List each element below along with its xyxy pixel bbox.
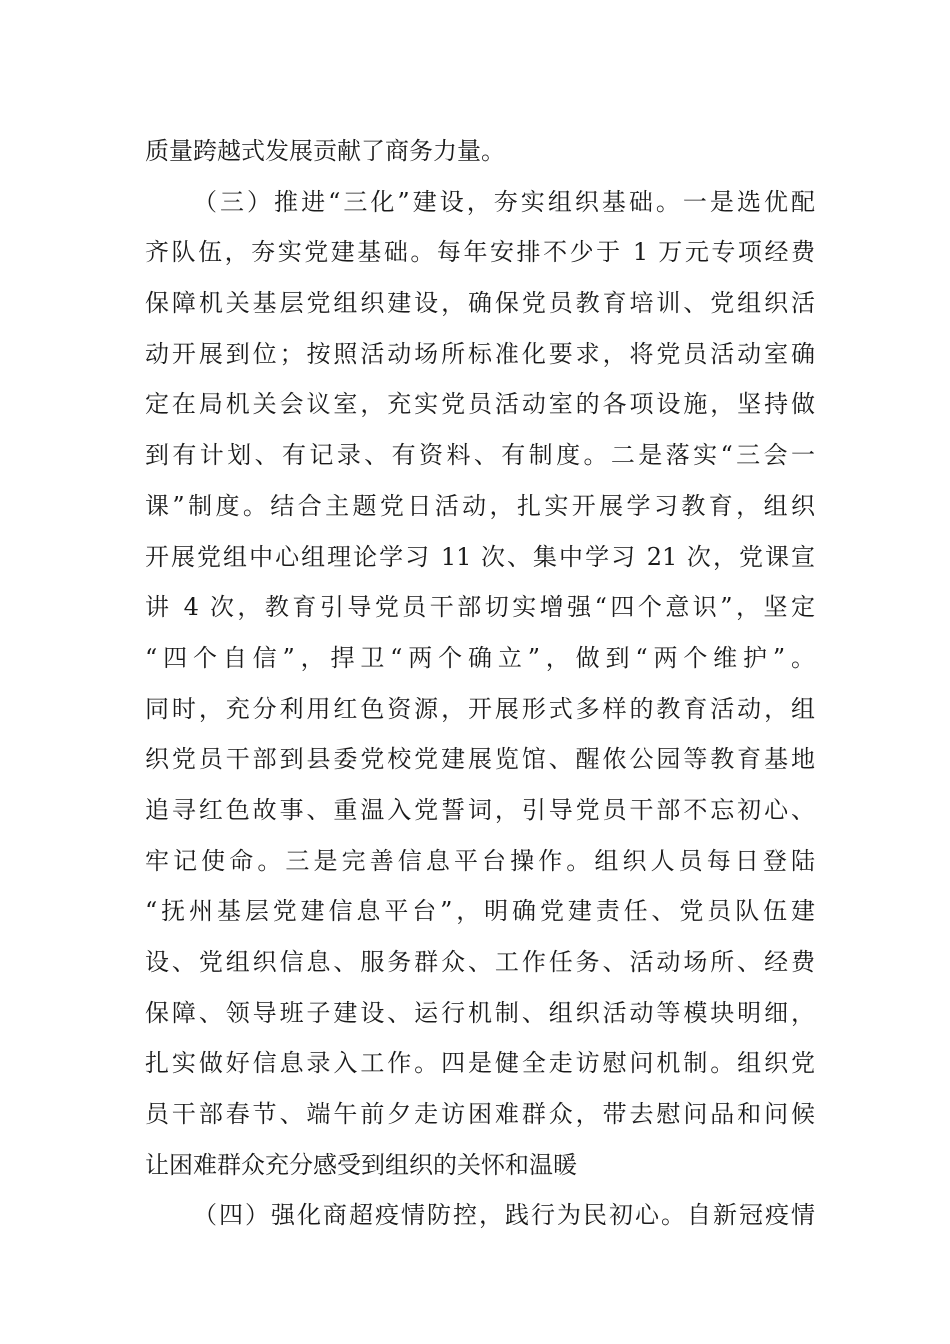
- text-line: “四个自信”，捍卫“两个确立”，做到“两个维护”。: [145, 643, 815, 672]
- text-line: 让困难群众充分感受到组织的关怀和温暖: [145, 1150, 577, 1179]
- text-line: 齐队伍，夯实党建基础。每年安排不少于 1 万元专项经费: [145, 238, 815, 267]
- text-line: 扎实做好信息录入工作。四是健全走访慰问机制。组织党: [145, 1049, 815, 1078]
- text-line: 到有计划、有记录、有资料、有制度。二是落实“三会一: [145, 441, 815, 470]
- text-line: 动开展到位；按照活动场所标准化要求，将党员活动室确: [145, 339, 815, 368]
- text-line: 织党员干部到县委党校党建展览馆、醒侬公园等教育基地: [145, 745, 815, 774]
- text-line: 同时，充分利用红色资源，开展形式多样的教育活动，组: [145, 694, 815, 723]
- text-line: 开展党组中心组理论学习 11 次、集中学习 21 次，党课宣: [145, 542, 815, 571]
- section-heading-line: （四）强化商超疫情防控，践行为民初心。自新冠疫情: [193, 1201, 815, 1230]
- text-line: 追寻红色故事、重温入党誓词，引导党员干部不忘初心、: [145, 795, 815, 824]
- text-line: 保障机关基层党组织建设，确保党员教育培训、党组织活: [145, 289, 815, 318]
- text-line: 员干部春节、端午前夕走访困难群众，带去慰问品和问候: [145, 1100, 815, 1129]
- text-line: 课”制度。结合主题党日活动，扎实开展学习教育，组织: [145, 491, 815, 520]
- text-line: 牢记使命。三是完善信息平台操作。组织人员每日登陆: [145, 846, 815, 875]
- text-line: 保障、领导班子建设、运行机制、组织活动等模块明细，: [145, 998, 815, 1027]
- section-heading-line: （三）推进“三化”建设，夯实组织基础。一是选优配: [193, 187, 815, 216]
- text-line: 质量跨越式发展贡献了商务力量。: [145, 137, 505, 165]
- text-line: 讲 4 次，教育引导党员干部切实增强“四个意识”，坚定: [145, 593, 815, 622]
- text-line: 定在局机关会议室，充实党员活动室的各项设施，坚持做: [145, 390, 815, 419]
- text-line: “抚州基层党建信息平台”，明确党建责任、党员队伍建: [145, 897, 815, 926]
- body-text: [145, 126, 815, 1241]
- text-line: 设、党组织信息、服务群众、工作任务、活动场所、经费: [145, 948, 815, 976]
